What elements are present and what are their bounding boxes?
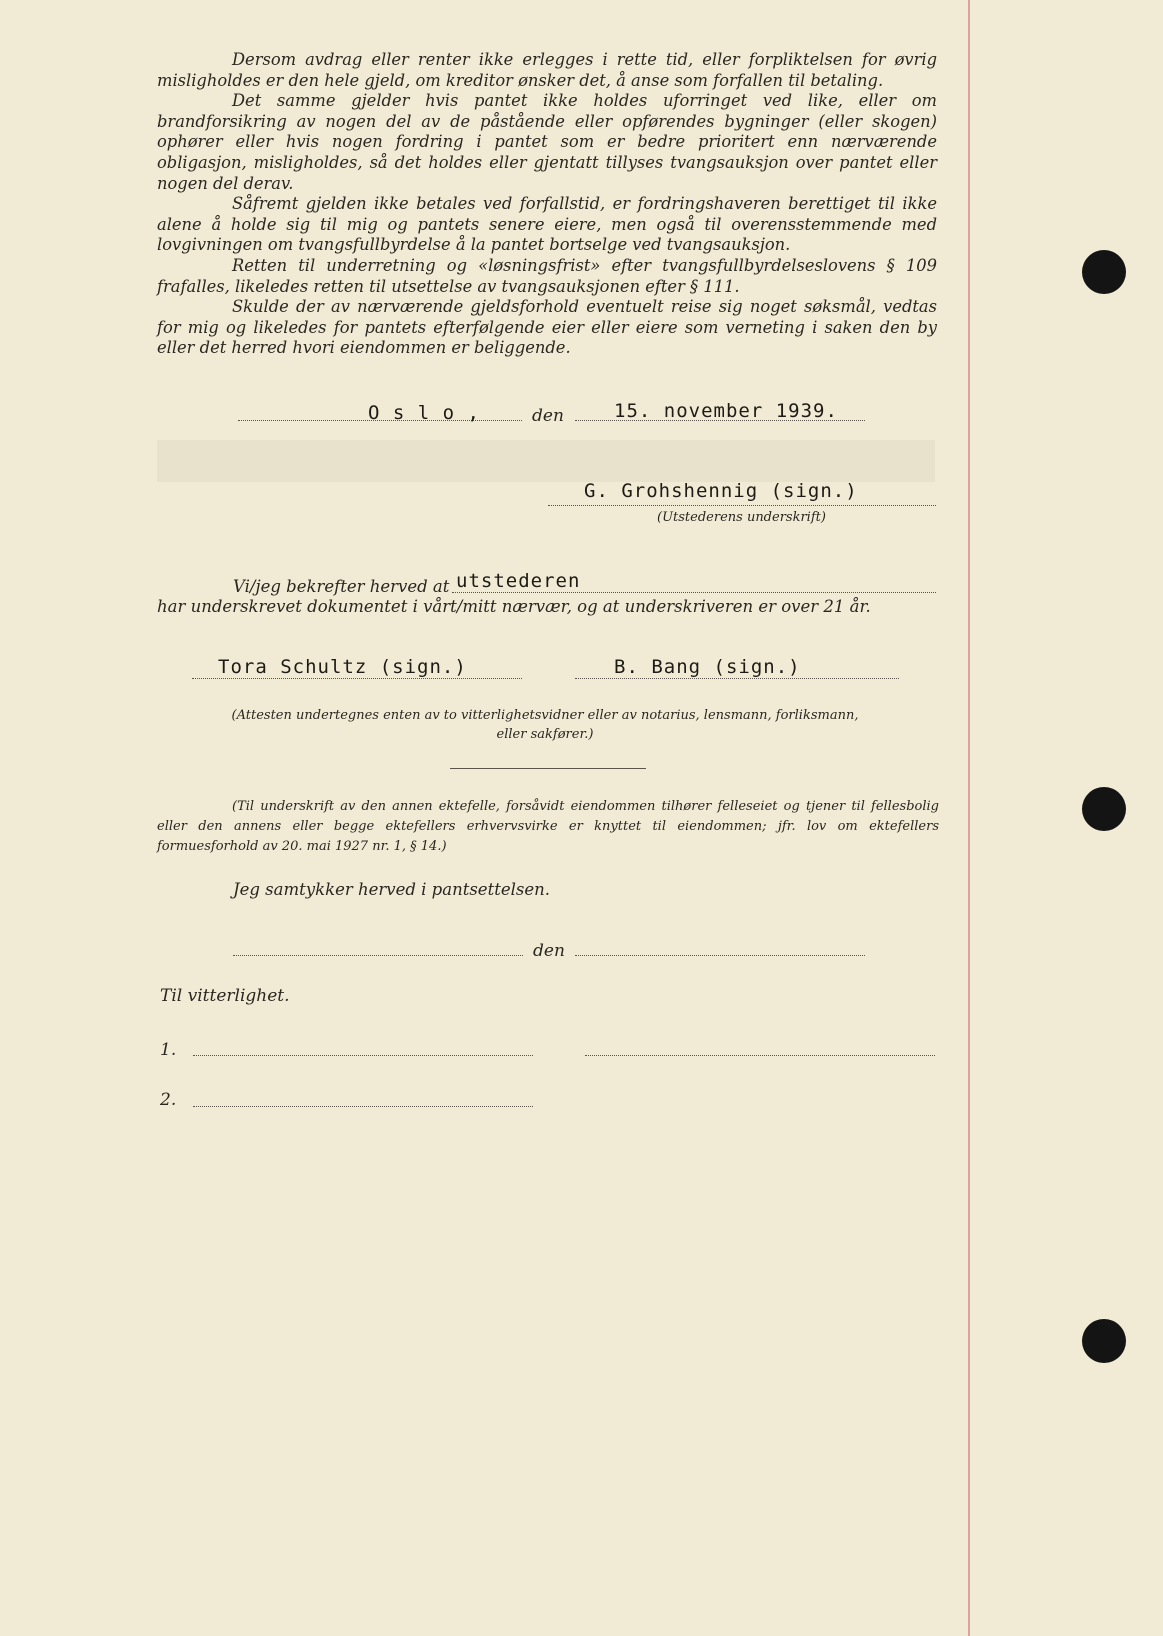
terms-paragraph: Skulde der av nærværende gjeldsforhold eventuelt reise sig noget søksmål, vedtas for mig og likeledes for pantets efterfølgende eier eller eiere som verneting i saken den by eller det herred hvori eiendommen er beliggende. xyxy=(157,297,937,358)
den-label: den xyxy=(532,406,564,426)
attestation-dotline xyxy=(452,592,936,593)
terms-paragraph: Såfremt gjelden ikke betales ved forfallstid, er fordringshaveren berettiget til ikke alene å holde sig til mig og pantets senere eiere, men også til overensstemmende med lovgivningen om tvangsfullbyrdelse å la pantet bortselge ved tvangsauksjon. xyxy=(157,194,937,255)
witness-line-1b xyxy=(585,1055,935,1056)
terms-paragraph: Det samme gjelder hvis pantet ikke holdes uforringet ved like, eller om brandforsikring av nogen del av de påstående eller opførendes bygninger (eller skogen) ophører eller hvis nogen fordring i pantet som er bedre prioritert enn nærværende obligasjon, misligholdes, så det holdes eller gjentatt tillyses tvangsauksjon over pantet eller nogen del derav. xyxy=(157,91,937,193)
attestation-note: (Attesten undertegnes enten av to vitterlighetsvidner eller av notarius, lensmann, forliksmann, eller sakfører.) xyxy=(231,708,859,742)
attestation-filled: utstederen xyxy=(456,570,581,592)
consent-place-dotline xyxy=(233,955,523,956)
consent-date-dotline xyxy=(575,955,865,956)
date-value: 15. november 1939. xyxy=(614,400,838,422)
attestation-prefix: Vi/jeg bekrefter herved at xyxy=(233,577,450,596)
witness-heading: Til vitterlighet. xyxy=(160,986,290,1006)
separator-line xyxy=(450,768,646,769)
margin-rule xyxy=(968,0,970,1636)
attestation-line2: har underskrevet dokumentet i vårt/mitt nærvær, og at underskriveren er over 21 år. xyxy=(157,597,871,616)
terms-paragraph: Retten til underretning og «løsningsfrist» efter tvangsfullbyrdelseslovens § 109 frafalles, likeledes retten til utsettelse av tvangsauksjonen efter § 111. xyxy=(157,255,937,296)
punch-hole xyxy=(1082,1319,1126,1363)
consent-den-label: den xyxy=(533,941,565,961)
terms-paragraph: Dersom avdrag eller renter ikke erlegges i rette tid, eller forpliktelsen for øvrig misligholdes er den hele gjeld, om kreditor ønsker det, å anse som forfallen til betaling. xyxy=(157,50,937,90)
punch-hole xyxy=(1082,787,1126,831)
witness-number-1: 1. xyxy=(160,1040,177,1060)
witness-line-1a xyxy=(193,1055,533,1056)
spouse-note: (Til underskrift av den annen ektefelle, forsåvidt eiendommen tilhører felleseiet og tjener til fellesbolig eller den annens eller begge ektefellers erhvervsvirke er knyttet til eiendommen; jfr. lov om ektefellers formuesforhold av 20. mai 1927 nr. 1, § 14.) xyxy=(157,799,939,854)
punch-hole xyxy=(1082,250,1126,294)
witness2-signature: B. Bang (sign.) xyxy=(614,656,801,678)
witness-number-2: 2. xyxy=(160,1090,177,1110)
faded-band xyxy=(157,440,935,482)
witness-line-2a xyxy=(193,1106,533,1107)
witness2-dotline xyxy=(575,678,899,679)
issuer-caption: (Utstederens underskrift) xyxy=(657,510,826,525)
issuer-dotline xyxy=(548,505,936,506)
issuer-signature: G. Grohshennig (sign.) xyxy=(584,480,858,502)
place-value: O s l o , xyxy=(368,402,480,424)
terms-block xyxy=(157,50,937,359)
spouse-consent: Jeg samtykker herved i pantsettelsen. xyxy=(233,880,550,899)
witness1-dotline xyxy=(192,678,522,679)
witness1-signature: Tora Schultz (sign.) xyxy=(218,656,467,678)
